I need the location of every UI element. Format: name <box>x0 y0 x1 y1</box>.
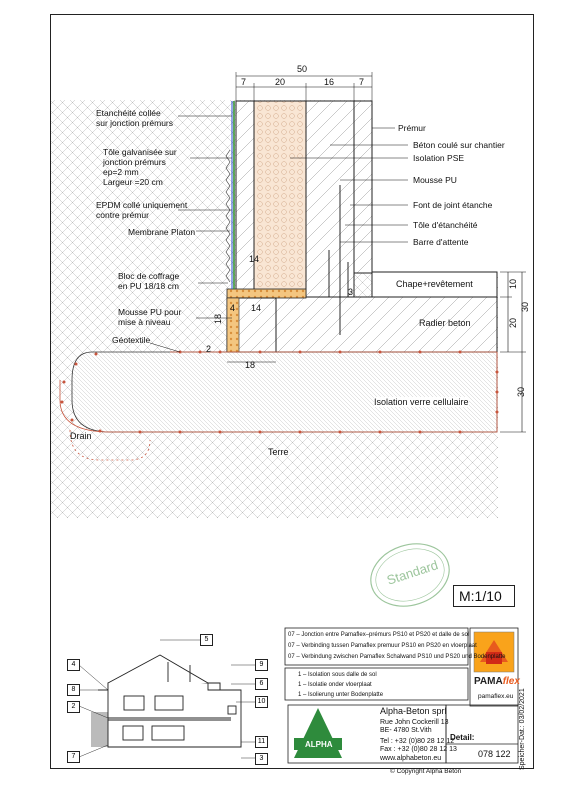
lang-row-nl: 1 – Isolatie onder vloerplaat <box>298 682 372 688</box>
label-chape: Chape+revêtement <box>396 279 473 289</box>
pse-insulation <box>254 101 306 297</box>
logo-text: ALPHA <box>305 740 333 749</box>
company-web: www.alphabeton.eu <box>380 755 442 762</box>
dim-7-right: 7 <box>359 77 365 87</box>
dim-4: 4 <box>230 303 236 313</box>
label-font-joint: Font de joint étanche <box>413 200 493 210</box>
dim-18-vertical: 18 <box>213 313 224 325</box>
glass-insulation <box>72 352 497 432</box>
label-tole: Tôle galvanisée sur jonction prémurs ep=2 mm Largeur =20 cm <box>103 147 177 187</box>
callout-7: 7 <box>67 751 80 763</box>
label-bloc: Bloc de coffrage en PU 18/18 cm <box>118 271 180 291</box>
company-fax: Fax : +32 (0)80 28 12 13 <box>380 746 457 753</box>
label-mousse-niveau: Mousse PU pour mise à niveau <box>118 307 182 327</box>
detail-number: 078 122 <box>478 749 511 759</box>
lang-row-fr: 1 – Isolation sous dalle de sol <box>298 672 377 678</box>
label-beton-coule: Béton coulé sur chantier <box>413 140 505 150</box>
copyright: © Copyright Alpha Beton <box>390 768 462 775</box>
label-barre: Barre d'attente <box>413 237 469 247</box>
dim-right-20: 20 <box>508 317 519 329</box>
concrete-core <box>306 101 354 297</box>
company-tel: Tel : +32 (0)80 28 12 12 <box>380 738 455 745</box>
callout-11: 11 <box>255 736 268 748</box>
alpha-logo <box>294 708 342 758</box>
premur-inner <box>354 101 372 273</box>
brand-url: pamaflex.eu <box>478 693 514 700</box>
company-address-1: Rue John Cockerill 13 <box>380 719 449 726</box>
label-radier: Radier beton <box>419 318 471 328</box>
brand-pama: PAMA <box>474 676 503 687</box>
callout-10: 10 <box>255 696 268 708</box>
brand-flex: flex <box>502 676 520 687</box>
label-geotextile: Géotextile <box>112 335 151 345</box>
callout-6: 6 <box>255 678 268 690</box>
pu-foam-level <box>227 289 306 298</box>
label-etancheite: Etanchéité collée sur jonction prémurs <box>96 108 174 128</box>
pamaflex-logo <box>474 632 514 672</box>
callout-9: 9 <box>255 659 268 671</box>
callout-3: 3 <box>255 753 268 765</box>
save-date: Speicher-Dat.: 03/02/2021 <box>519 688 526 770</box>
callout-5: 5 <box>200 634 213 646</box>
label-membrane: Membrane Platon <box>128 227 196 237</box>
dim-20: 20 <box>275 77 286 87</box>
label-mousse-pu: Mousse PU <box>413 175 457 185</box>
dim-14-upper: 14 <box>249 254 260 264</box>
label-isolation-pse: Isolation PSE <box>413 153 465 163</box>
dim-2: 2 <box>206 344 212 354</box>
dim-14-lower: 14 <box>251 303 262 313</box>
dim-7-left: 7 <box>241 77 247 87</box>
dim-right-10: 10 <box>508 278 519 290</box>
desc-row-fr: 07 – Jonction entre Pamaflex–prémurs PS10 et PS20 et dalle de sol <box>288 632 470 638</box>
label-isolation-verre: Isolation verre cellulaire <box>374 397 469 407</box>
label-drain: Drain <box>70 431 92 441</box>
scale-text: M:1/10 <box>459 588 502 604</box>
stamp-text: Standard <box>384 557 440 588</box>
label-premur: Prémur <box>398 123 426 133</box>
label-tole-etancheite: Tôle d'étanchéité <box>413 220 478 230</box>
premur-outer <box>236 101 254 297</box>
dim-3: 3 <box>348 287 354 297</box>
brand-name <box>474 676 520 687</box>
callout-8: 8 <box>67 684 80 696</box>
dim-total: 50 <box>297 64 308 74</box>
callout-2: 2 <box>67 701 80 713</box>
label-terre: Terre <box>268 447 289 457</box>
dim-18-horizontal: 18 <box>245 360 256 370</box>
scale-box <box>453 585 515 607</box>
detail-label: Detail: <box>450 733 475 742</box>
dim-right-30-a: 30 <box>520 301 531 313</box>
dim-right-30-b: 30 <box>516 386 527 398</box>
company-address-2: BE- 4780 St.Vith <box>380 727 432 734</box>
label-epdm: EPDM collé uniquement contre prémur <box>96 200 188 220</box>
dim-16: 16 <box>324 77 335 87</box>
lang-row-de: 1 – Isolierung unter Bodenplatte <box>298 692 384 698</box>
company-name: Alpha-Beton sprl <box>380 706 447 716</box>
callout-4: 4 <box>67 659 80 671</box>
desc-row-nl: 07 – Verbinding tussen Pamaflex premuur PS10 en PS20 en vloerplaat <box>288 643 477 649</box>
house-sketch <box>91 655 241 747</box>
desc-row-de: 07 – Verbindung zwischen Pamaflex Schalwand PS10 und PS20 und Bodenplatte <box>288 654 506 660</box>
